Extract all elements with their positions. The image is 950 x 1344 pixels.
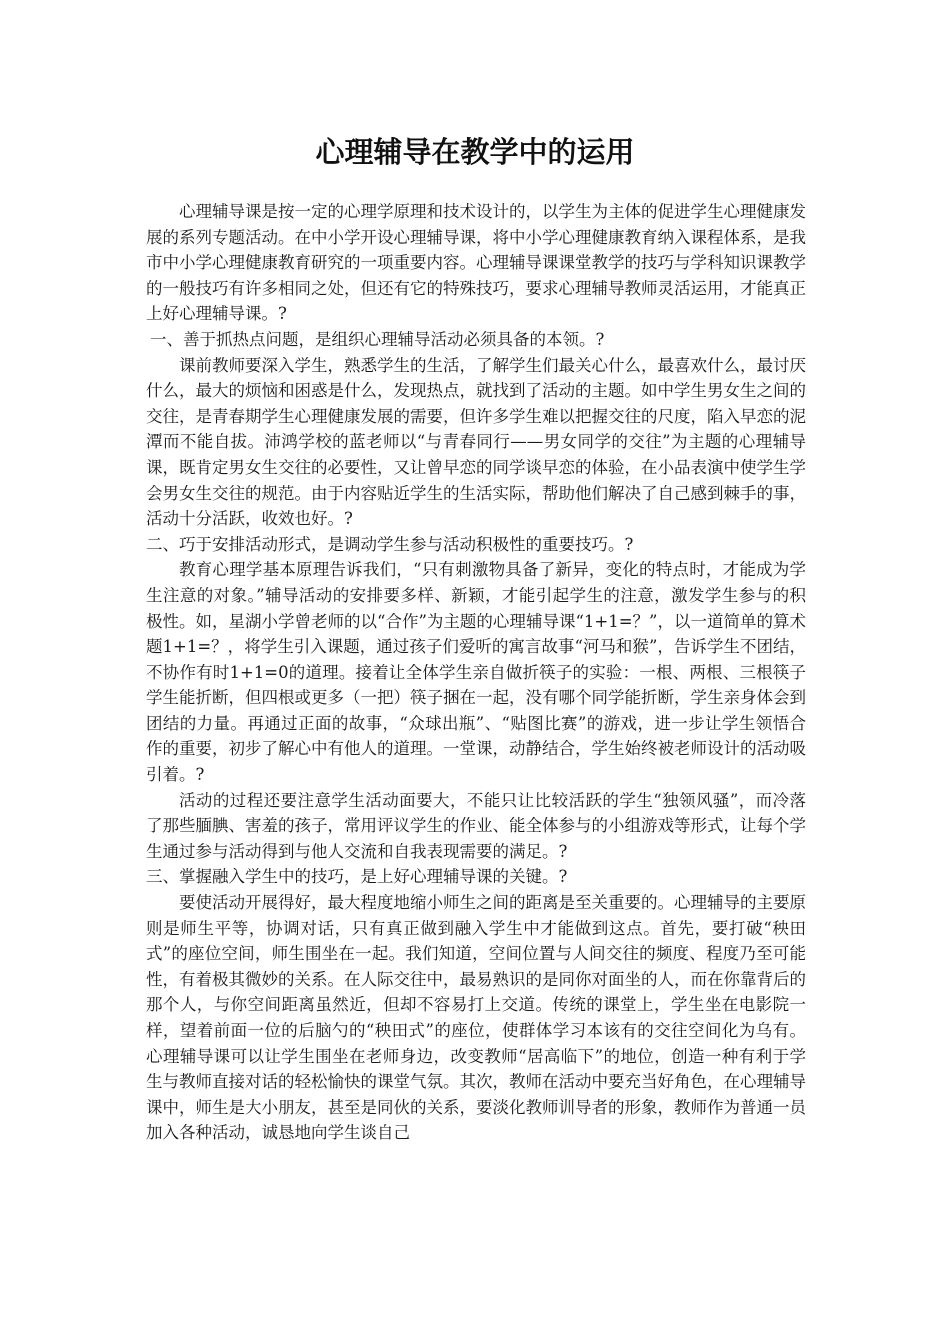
document-title: 心理辅导在教学中的运用: [315, 135, 635, 169]
section-heading-1: 一、善于抓热点问题，是组织心理辅导活动必须具备的本领。?: [150, 329, 605, 349]
section-heading-3: 三、掌握融入学生中的技巧，是上好心理辅导课的关键。?: [146, 867, 568, 887]
section-heading-2: 二、巧于安排活动形式，是调动学生参与活动积极性的重要技巧。?: [146, 534, 634, 554]
section-3-paragraph: 要使活动开展得好，最大程度地缩小师生之间的距离是至关重要的。心理辅导的主要原则是师生平等，协调对话，只有真正做到融入学生中才能做到这点。首先，要打破“秧田式”的座位空间，师生围坐在一起。我们知道，空间位置与人间交往的频度、程度乃至可能性，有着极其微妙的关系。在人际交往中，最易熟识的是同你对面坐的人，而在你靠背后的那个人，与你空间距离虽然近，但却不容易打上交道。传统的课堂上，学生坐在电影院一样，望着前面一位的后脑勺的“秧田式”的座位，使群体学习本该有的交往空间化为乌有。心理辅导课可以让学生围坐在老师身边，改变教师“居高临下”的地位，创造一种有利于学生与教师直接对话的轻松愉快的课堂气氛。其次，教师在活动中要充当好角色，在心理辅导课中，师生是大小朋友，甚至是同伙的关系，要淡化教师训导者的形象，教师作为普通一员加入各种活动，诚恳地向学生谈自己: [146, 893, 806, 1143]
section-2-paragraph-1: 教育心理学基本原理告诉我们，“只有刺激物具备了新异，变化的特点时，才能成为学生注意的对象。”辅导活动的安排要多样、新颖，才能引起学生的注意，激发学生参与的积极性。如，星湖小学曾老师的以“合作”为主题的心理辅导课“1+1=？”，以一道简单的算术题1+1=？，将学生引入课题，通过孩子们爱听的寓言故事“河马和猴”，告诉学生不团结，不协作有时1+1=0的道理。接着让全体学生亲自做折筷子的实验：一根、两根、三根筷子学生能折断，但四根或更多（一把）筷子捆在一起，没有哪个同学能折断，学生亲身体会到团结的力量。再通过正面的故事，“众球出瓶”、“贴图比赛”的游戏，进一步让学生领悟合作的重要，初步了解心中有他人的道理。一堂课，动静结合，学生始终被老师设计的活动吸引着。?: [146, 560, 806, 785]
section-2-paragraph-2: 活动的过程还要注意学生活动面要大，不能只让比较活跃的学生“独领风骚”，而冷落了那些腼腆、害羞的孩子，常用评议学生的作业、能全体参与的小组游戏等形式，让每个学生通过参与活动得到与他人交流和自我表现需要的满足。?: [146, 790, 806, 861]
section-1-paragraph: 课前教师要深入学生，熟悉学生的生活，了解学生们最关心什么，最喜欢什么，最讨厌什么，最大的烦恼和困惑是什么，发现热点，就找到了活动的主题。如中学生男女生之间的交往，是青春期学生心理健康发展的需要，但许多学生难以把握交往的尺度，陷入早恋的泥潭而不能自拔。沛鸿学校的蓝老师以“与青春同行——男女同学的交往”为主题的心理辅导课，既肯定男女生交往的必要性，又让曾早恋的同学谈早恋的体验，在小品表演中使学生学会男女生交往的规范。由于内容贴近学生的生活实际，帮助他们解决了自己感到棘手的事，活动十分活跃，收效也好。?: [146, 355, 806, 529]
document-body: [146, 199, 806, 1146]
intro-paragraph: 心理辅导课是按一定的心理学原理和技术设计的，以学生为主体的促进学生心理健康发展的系列专题活动。在中小学开设心理辅导课，将中小学心理健康教育纳入课程体系，是我市中小学心理健康教育研究的一项重要内容。心理辅导课课堂教学的技巧与学科知识课教学的一般技巧有许多相同之处，但还有它的特殊技巧，要求心理辅导教师灵活运用，才能真正上好心理辅导课。?: [146, 202, 806, 324]
